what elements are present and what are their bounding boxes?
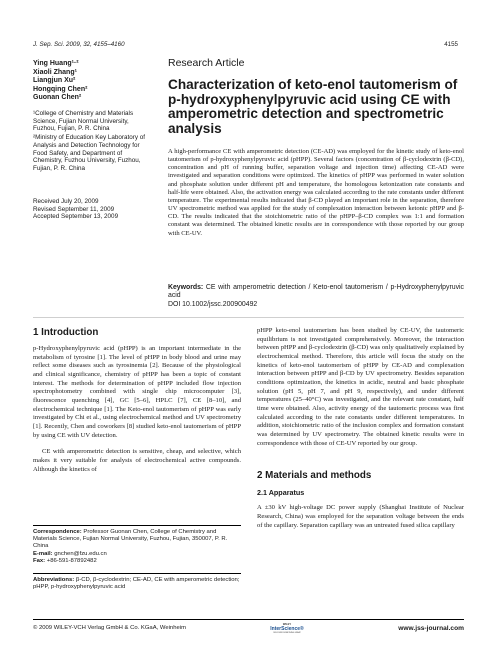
author-name: Ying Huang¹·² xyxy=(33,60,79,67)
journal-reference: J. Sep. Sci. 2009, 32, 4155–4160 xyxy=(33,41,125,48)
correspondence xyxy=(33,529,241,565)
email-link[interactable]: gnchen@fzu.edu.cn xyxy=(54,550,107,557)
keywords xyxy=(168,284,464,301)
affiliation: ²Ministry of Education Key Laboratory of Analysis and Detection Technology for Food Safety, and Department of Chemistry, Fuzhou University, Fuzhou, Fujian, P. R. China xyxy=(33,134,145,172)
paragraph: pHPP keto-enol tautomerism has been studied by CE-UV, the tautomeric equilibrium is not investigated comprehensively. Moreover, the interaction between pHPP and β-cyclodextrin (β-CD) was only qualitatively explained by electrochemical method. Therefore, this article will focus the study on the kinetics of keto-enol tautomerism of pHPP by CE-AD and complexation interaction between pHPP and β-CD by UV spectrometry. Besides separation conditions optimization, the kinetics in acidic, neutral and basic phosphate solution (pH 5, pH 7, and pH 9, respectively), and under different temperatures (25–40°C) was investigated, and the relevant rate constant, half time were obtained. Also, activity energy of the tautomeric process was first calculated according to the rate constants under different temperatures. In addition, stoichiometric ratio of the inclusion complex and formation constant was determined by UV spectrometry. The obtained kinetic results were in correspondence with those of CE-UV reported by our group. xyxy=(257,327,464,447)
keywords-text: CE with amperometric detection / Keto-enol tautomerism / p-Hydroxyphenylpyruvic acid xyxy=(168,284,464,300)
author-name: Xiaoli Zhang¹ xyxy=(33,68,77,76)
affiliation: ¹College of Chemistry and Materials Science, Fujian Normal University, Fuzhou, Fujian, P. R. China xyxy=(33,110,134,133)
section-heading: 1 Introduction xyxy=(33,327,99,338)
date-received: Received July 20, 2009 xyxy=(33,198,99,205)
abbreviations xyxy=(33,577,241,591)
subsection-heading: 2.1 Apparatus xyxy=(257,488,305,498)
correspondence-text: Professor Guonan Chen, College of Chemistry and Materials Science, Fujian Normal University, Fuzhou, Fujian, 350007, P. R. China xyxy=(33,529,228,550)
body-column-left xyxy=(33,327,241,474)
abbreviations-text: β-CD, β-cyclodextrin; CE-AD, CE with amperometric detection; pHPP, p-hydroxyphenylpyruvic acid xyxy=(33,577,240,591)
footer-divider xyxy=(33,619,464,620)
logo-tagline: DISCOVER SOMETHING GREAT xyxy=(273,632,301,634)
divider xyxy=(33,317,464,318)
fax-number: +86-591-87892482 xyxy=(46,557,97,564)
body-column-right xyxy=(257,327,464,530)
date-accepted: Accepted September 13, 2009 xyxy=(33,213,119,221)
correspondence-label: Correspondence: xyxy=(33,529,82,535)
fax-label: Fax: xyxy=(33,557,46,564)
doi: DOI 10.1002/jssc.200900492 xyxy=(168,300,258,308)
keywords-label: Keywords: xyxy=(168,284,204,291)
keywords-block xyxy=(168,284,464,309)
divider xyxy=(33,573,241,574)
author-list xyxy=(33,60,87,103)
divider xyxy=(33,525,241,526)
article-title: Characterization of keto-enol tautomerism of p-hydroxyphenylpyruvic acid using CE with amperometric detection and spectrometric analysis xyxy=(168,77,458,136)
article-type: Research Article xyxy=(168,57,245,69)
author-name: Hongqing Chen² xyxy=(33,85,88,93)
email-label: E-mail: xyxy=(33,550,53,557)
paragraph: CE with amperometric detection is sensitive, cheap, and selective, which makes it very suitable for analysis of electrochemical active compounds. Although the kinetics of xyxy=(33,448,241,473)
logo-interscience: InterScience® xyxy=(270,626,304,632)
page-number: 4155 xyxy=(444,41,458,48)
interscience-logo-icon xyxy=(270,622,304,634)
author-name: Guonan Chen² xyxy=(33,94,82,102)
paragraph: A ±30 kV high-voltage DC power supply (Shanghai Institute of Nuclear Research, China) was employed for the separation voltage between the ends of the capillary. Separation capillary was an untreated fused silica capillary xyxy=(257,504,464,529)
section-heading: 2 Materials and methods xyxy=(257,470,372,482)
paragraph: p-Hydroxyphenylpyruvic acid (pHPP) is an important intermediate in the metabolism of tyrosine [1]. The level of pHPP in body blood and urine may reflect some diseases such as tyrosinemia [2]. Because of the physiological and clinical significance, chemistry of pHPP has been a topic of constant interest. The methods for determination of pHPP included flow injection spectrophotometry combined with single chip microcomputer [3], fluorescence quenching [4], GC [5–6], HPLC [7], CE [8–10], and electrochemical technique [1]. The Keto-enol tautomerism of pHPP was early investigated by Chi et al., using electrochemical method and UV spectrometry [1]. Recently, Chen and coworkers [8] studied keto-enol tautomerism of pHPP by using CE with UV detection. xyxy=(33,345,241,439)
affiliations xyxy=(33,110,153,174)
date-revised: Revised September 11, 2009 xyxy=(33,205,115,213)
abbreviations-label: Abbreviations: xyxy=(33,577,75,583)
article-dates xyxy=(33,198,118,221)
copyright: © 2009 WILEY-VCH Verlag GmbH & Co. KGaA, Weinheim xyxy=(33,625,186,631)
journal-url[interactable]: www.jss-journal.com xyxy=(398,625,464,632)
abstract: A high-performance CE with amperometric detection (CE-AD) was employed for the kinetic study of keto-enol tautomerism of p-hydroxyphenylpyruvic acid (pHPP). Several factors (concentration of β-cyclodextrin (β-CD), concentration and pH of running buffer, separation voltage and injection time) affecting CE-AD were investigated and separation conditions were optimized. The kinetics of pHPP was performed in water solution and phosphate solution under different pH and temperature, the homologous ketonization rate constants and half-life were obtained. Also, the activation energy was calculated according to the rate constants under different temperature. The experimental results indicated that β-CD played an important role in the separation, therefore UV spectrometric method was applied for the study of complexation interaction between ketonic pHPP and β-CD. The results indicated that the stoichiometric ratio of the pHPP–β-CD complex was 1:1 and formation constant was determined. The obtained kinetic results are in correspondence with those reported by our group with CE-UV. xyxy=(168,148,464,237)
author-name: Liangjun Xu² xyxy=(33,77,76,85)
logo-wiley: WILEY xyxy=(282,623,292,626)
